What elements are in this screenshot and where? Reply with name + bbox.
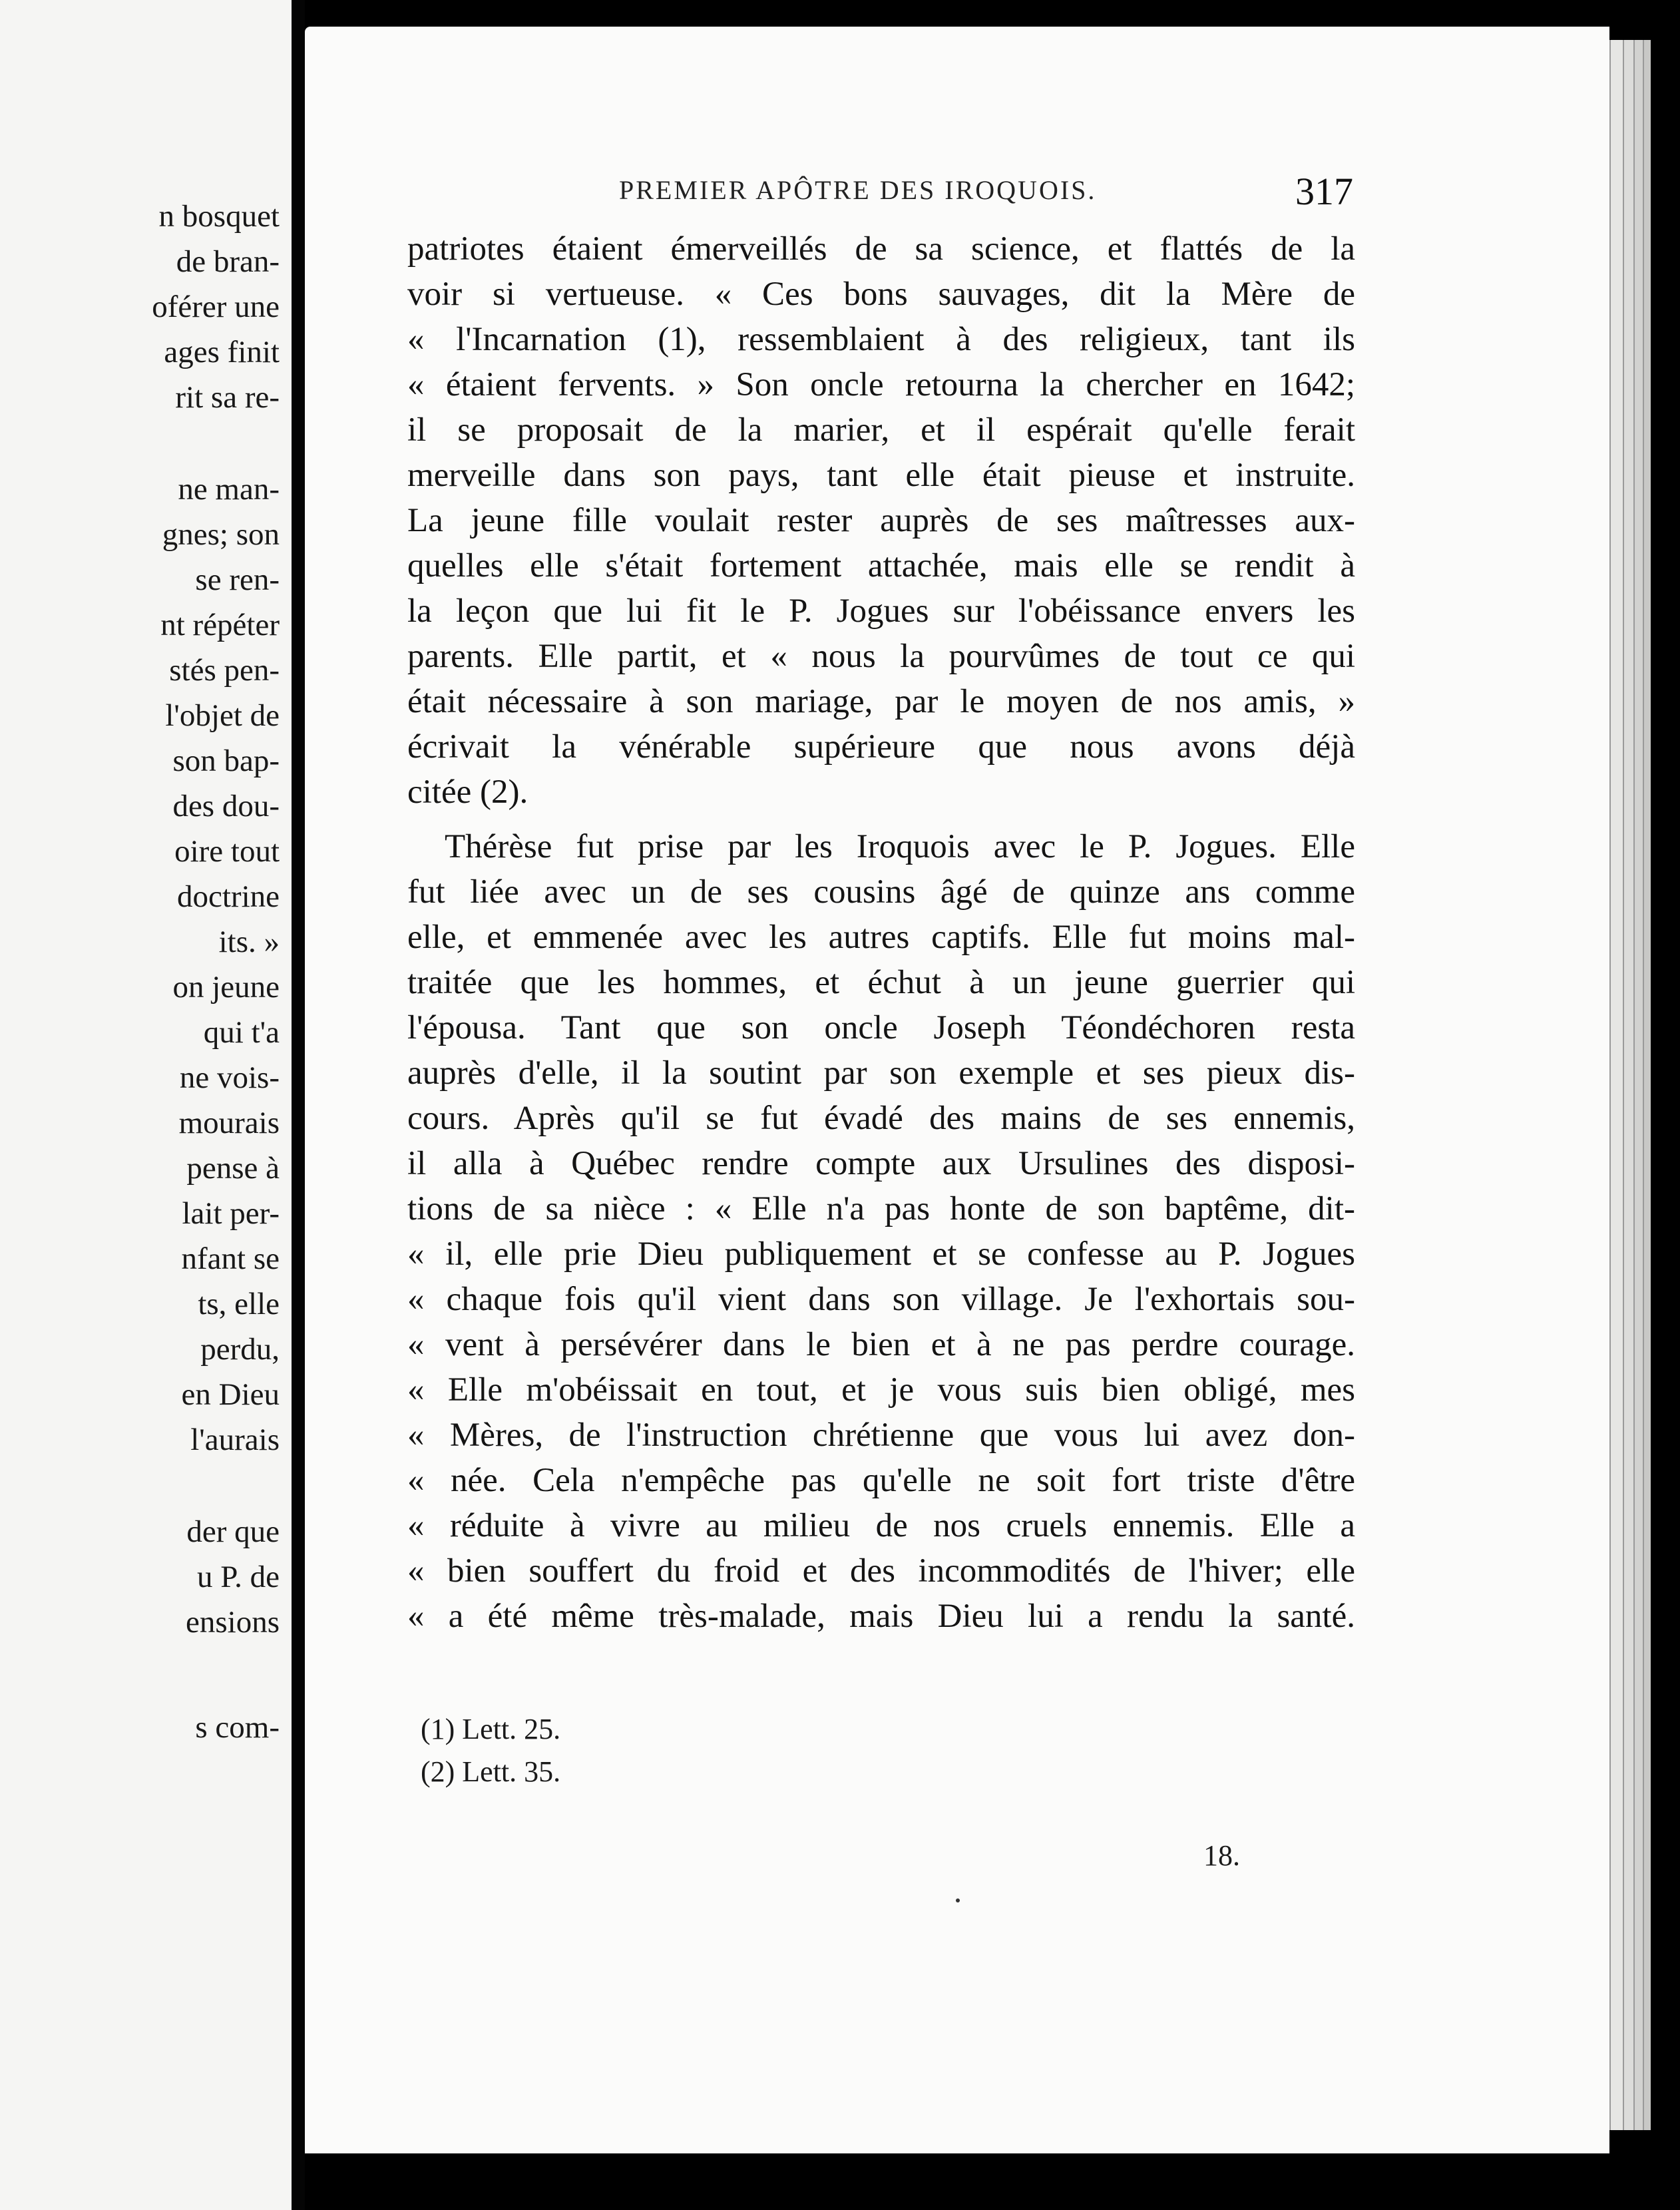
left-page-line: nt répéter: [160, 608, 280, 642]
body-line: traitée que les hommes, et échut à un jeune guerrier qui: [407, 964, 1355, 1001]
body-line: « vent à persévérer dans le bien et à ne pas perdre courage.: [407, 1326, 1355, 1363]
body-line: « il, elle prie Dieu publiquement et se confesse au P. Jogues: [407, 1235, 1355, 1273]
body-line: quelles elle s'était fortement attachée, mais elle se rendit à: [407, 547, 1355, 584]
left-page-line: its. »: [218, 925, 280, 959]
body-line: « née. Cela n'empêche pas qu'elle ne soit fort triste d'être: [407, 1462, 1355, 1499]
body-line: « bien souffert du froid et des incommodités de l'hiver; elle: [407, 1552, 1355, 1590]
left-page-line: oire tout: [174, 834, 280, 869]
left-page-line: lait per-: [182, 1196, 280, 1231]
left-page-line: en Dieu: [181, 1377, 280, 1412]
left-page-line: ts, elle: [198, 1287, 280, 1321]
left-page: [0, 0, 293, 2210]
body-line: citée (2).: [407, 773, 528, 811]
left-page-line: ages finit: [164, 335, 280, 369]
body-line: fut liée avec un de ses cousins âgé de quinze ans comme: [407, 873, 1355, 911]
footnote-1: (1) Lett. 25.: [421, 1713, 561, 1745]
left-page-line: l'objet de: [165, 698, 280, 733]
left-page-line: de bran-: [176, 244, 280, 279]
page-edge: [1633, 40, 1643, 2130]
body-line: il se proposait de la marier, et il espérait qu'elle ferait: [407, 411, 1355, 449]
left-page-line: mourais: [178, 1106, 280, 1140]
page-number: 317: [1295, 170, 1353, 213]
body-line: « réduite à vivre au milieu de nos cruels ennemis. Elle a: [407, 1507, 1355, 1544]
left-page-line: der que: [186, 1514, 280, 1549]
body-line: « l'Incarnation (1), ressemblaient à des religieux, tant ils: [407, 321, 1355, 358]
left-page-line: des dou-: [172, 789, 280, 823]
left-page-line: gnes; son: [162, 517, 280, 552]
body-line: était nécessaire à son mariage, par le moyen de nos amis, »: [407, 683, 1355, 720]
footnote-2: (2) Lett. 35.: [421, 1755, 561, 1788]
body-line: tions de sa nièce : « Elle n'a pas honte de son baptême, dit-: [407, 1190, 1355, 1227]
left-page-line: s com-: [195, 1710, 280, 1745]
left-page-line: u P. de: [196, 1560, 280, 1594]
running-head: PREMIER APÔTRE DES IROQUOIS.: [619, 175, 1097, 205]
body-line: voir si vertueuse. « Ces bons sauvages, dit la Mère de: [407, 276, 1355, 313]
body-line: « Elle m'obéissait en tout, et je vous suis bien obligé, mes: [407, 1371, 1355, 1409]
body-line: patriotes étaient émerveillés de sa science, et flattés de la: [407, 230, 1355, 268]
left-page-line: stés pen-: [169, 653, 280, 688]
body-line: « chaque fois qu'il vient dans son village. Je l'exhortais sou-: [407, 1281, 1355, 1318]
ink-speck: [956, 1898, 960, 1902]
body-line: « Mères, de l'instruction chrétienne que vous lui avez don-: [407, 1417, 1355, 1454]
body-line: la leçon que lui fit le P. Jogues sur l'obéissance envers les: [407, 592, 1355, 630]
body-line: Thérèse fut prise par les Iroquois avec le P. Jogues. Elle: [445, 828, 1355, 865]
body-line: parents. Elle partit, et « nous la pourvûmes de tout ce qui: [407, 638, 1355, 675]
body-line: elle, et emmenée avec les autres captifs. Elle fut moins mal-: [407, 919, 1355, 956]
body-line: merveille dans son pays, tant elle était pieuse et instruite.: [407, 457, 1355, 494]
left-page-line: se ren-: [195, 562, 280, 597]
body-line: auprès d'elle, il la soutint par son exemple et ses pieux dis-: [407, 1054, 1355, 1092]
book-gutter: [292, 0, 305, 2210]
left-page-line: son bap-: [172, 744, 280, 778]
body-line: « a été même très-malade, mais Dieu lui a rendu la santé.: [407, 1598, 1355, 1635]
page-edge: [1623, 40, 1633, 2130]
left-page-line: ne vois-: [179, 1060, 280, 1095]
left-page-line: n bosquet: [158, 199, 280, 234]
body-line: « étaient fervents. » Son oncle retourna la chercher en 1642;: [407, 366, 1355, 403]
left-page-line: ne man-: [178, 472, 280, 507]
left-page-line: rit sa re-: [175, 380, 280, 415]
left-page-line: l'aurais: [190, 1423, 280, 1457]
left-page-line: oférer une: [152, 290, 280, 324]
left-page-line: on jeune: [172, 970, 280, 1004]
signature-mark: 18.: [1203, 1839, 1240, 1872]
body-line: écrivait la vénérable supérieure que nous avons déjà: [407, 728, 1355, 766]
left-page-line: ensions: [186, 1605, 280, 1640]
body-line: cours. Après qu'il se fut évadé des mains de ses ennemis,: [407, 1100, 1355, 1137]
body-line: La jeune fille voulait rester auprès de ses maîtresses aux-: [407, 502, 1355, 539]
body-line: il alla à Québec rendre compte aux Ursulines des disposi-: [407, 1145, 1355, 1182]
page-edge: [1609, 40, 1623, 2130]
body-line: l'épousa. Tant que son oncle Joseph Téondéchoren resta: [407, 1009, 1355, 1046]
left-page-line: qui t'a: [203, 1015, 280, 1050]
page-edge: [1643, 40, 1651, 2130]
left-page-line: nfant se: [181, 1241, 280, 1276]
left-page-line: perdu,: [200, 1332, 280, 1367]
left-page-line: doctrine: [177, 879, 280, 914]
left-page-line: pense à: [186, 1151, 280, 1186]
